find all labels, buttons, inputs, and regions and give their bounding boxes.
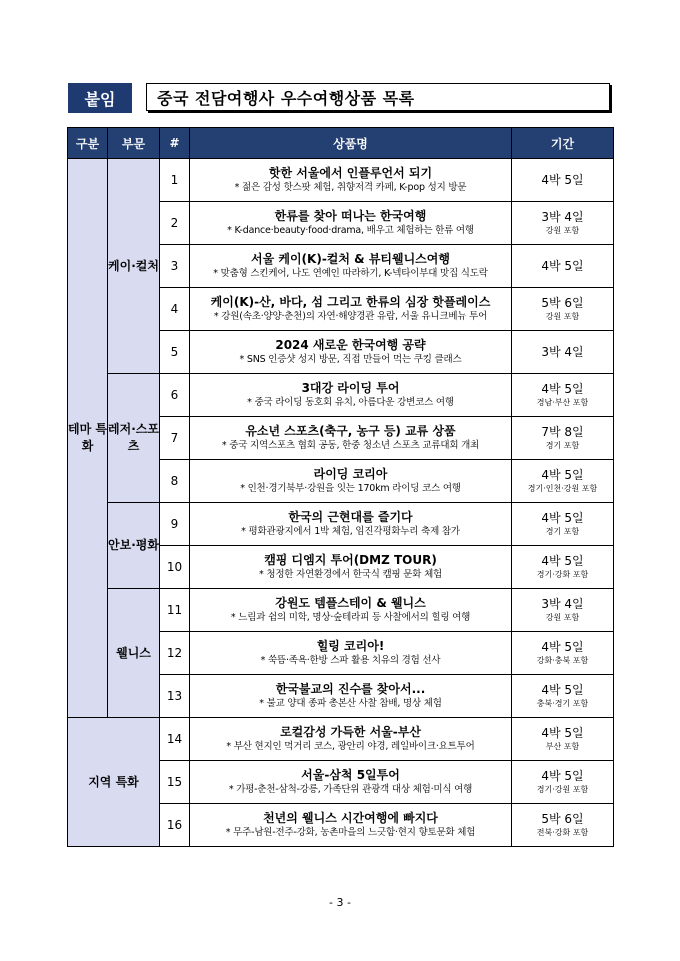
table-row [68,718,614,761]
duration: 3박 4일 [541,210,584,224]
product-name: 케이(K)-산, 바다, 섬 그리고 한류의 심장 핫플레이스 [210,295,491,309]
period-cell [512,546,614,589]
region-note: 전북·강화 포함 [536,828,589,837]
product-description: * 강원(속초·양양·춘천)의 자연·해양경관 유람, 서울 유니크베뉴 투어 [213,311,488,322]
period-cell [512,503,614,546]
product-description: * 무주-남원-전주-강화, 농촌마을의 느긋함·현지 향토문화 체험 [225,827,476,838]
header-number: # [160,128,190,159]
table-header-row [68,128,614,159]
section-leisure: 레저·스포츠 [108,374,160,503]
product-name: 강원도 템플스테이 & 웰니스 [275,596,426,610]
product-name: 한국불교의 진수를 찾아서... [275,682,426,696]
row-number: 2 [160,202,190,245]
product-cell [190,331,512,374]
product-name: 2024 새로운 한국여행 공략 [275,338,426,352]
header-product: 상품명 [190,128,512,159]
document-title: 중국 전담여행사 우수여행상품 목록 [146,83,610,111]
category-region: 지역 특화 [68,718,160,847]
product-name: 서울 케이(K)-컬처 & 뷰티웰니스여행 [251,252,450,266]
period-cell [512,804,614,847]
section-security: 안보·평화 [108,503,160,589]
product-cell [190,761,512,804]
header-category: 구분 [68,128,108,159]
duration: 4박 5일 [541,640,584,654]
region-note: 강화·충북 포함 [536,656,589,665]
table-body [68,159,614,847]
period-cell [512,718,614,761]
row-number: 4 [160,288,190,331]
product-name: 힐링 코리아! [316,639,385,653]
period-cell [512,675,614,718]
row-number: 13 [160,675,190,718]
product-cell [190,245,512,288]
period-cell [512,417,614,460]
duration: 5박 6일 [541,812,584,826]
product-description: * 중국 지역스포츠 협회 공동, 한중 청소년 스포츠 교류대회 개최 [221,440,480,451]
duration: 4박 5일 [541,259,584,273]
header-period: 기간 [512,128,614,159]
product-name: 한류를 찾아 떠나는 한국여행 [274,209,427,223]
product-cell [190,374,512,417]
row-number: 1 [160,159,190,202]
duration: 4박 5일 [541,511,584,525]
product-cell [190,503,512,546]
product-name: 로컬감성 가득한 서울-부산 [280,725,421,739]
row-number: 14 [160,718,190,761]
row-number: 6 [160,374,190,417]
period-cell [512,589,614,632]
page-number: - 3 - [329,896,351,909]
product-name: 3대강 라이딩 투어 [301,381,400,395]
period-cell [512,374,614,417]
table-row [68,159,614,202]
product-description: * 평화관광지에서 1박 체험, 임진각평화누리 축제 참가 [241,526,460,537]
region-note: 강원 포함 [545,613,580,622]
duration: 4박 5일 [541,173,584,187]
product-description: * 중국 라이딩 동호회 유치, 아름다운 강변코스 여행 [247,397,454,408]
attachment-badge: 붙임 [68,83,132,113]
region-note: 경기 포함 [545,527,580,536]
product-description: * 부산 현지인 먹거리 코스, 광안리 야경, 레일바이크·요트투어 [226,741,475,752]
period-cell [512,331,614,374]
region-note: 강원 포함 [545,312,580,321]
product-name: 유소년 스포츠(축구, 농구 등) 교류 상품 [245,424,456,438]
period-cell [512,632,614,675]
period-cell [512,460,614,503]
header-section: 부문 [108,128,160,159]
duration: 7박 8일 [541,425,584,439]
product-cell [190,159,512,202]
product-cell [190,675,512,718]
product-description: * K-dance·beauty·food·drama, 배우고 체험하는 한류 여행 [227,225,474,236]
section-wellness: 웰니스 [108,589,160,718]
product-name: 한국의 근현대를 즐기다 [288,510,413,524]
section-kculture: 케이·컬처 [108,159,160,374]
row-number: 3 [160,245,190,288]
duration: 4박 5일 [541,382,584,396]
region-note: 경기·강화 포함 [536,570,589,579]
duration: 3박 4일 [541,597,584,611]
product-cell [190,804,512,847]
product-name: 캠핑 디엠지 투어(DMZ TOUR) [264,553,437,567]
row-number: 15 [160,761,190,804]
region-note: 경남·부산 포함 [536,398,589,407]
region-note: 부산 포함 [545,742,580,751]
product-description: * 가평-춘천-삼척-강릉, 가족단위 관광객 대상 체험·미식 여행 [228,784,473,795]
product-name: 핫한 서울에서 인플루언서 되기 [268,166,433,180]
product-cell [190,288,512,331]
product-cell [190,417,512,460]
row-number: 8 [160,460,190,503]
period-cell [512,288,614,331]
row-number: 16 [160,804,190,847]
product-description: * 쑥뜸·족욕·한방 스파 활용 치유의 경험 선사 [260,655,441,666]
row-number: 10 [160,546,190,589]
product-description: * 불교 양대 종파 총본산 사찰 참배, 명상 체험 [259,698,442,709]
duration: 4박 5일 [541,726,584,740]
product-cell [190,460,512,503]
period-cell [512,245,614,288]
product-cell [190,202,512,245]
table-row [68,374,614,417]
row-number: 12 [160,632,190,675]
product-table [67,127,614,847]
period-cell [512,761,614,804]
duration: 4박 5일 [541,554,584,568]
row-number: 11 [160,589,190,632]
region-note: 강원 포함 [545,226,580,235]
table-row [68,503,614,546]
header [68,83,610,113]
duration: 3박 4일 [541,345,584,359]
duration: 4박 5일 [541,468,584,482]
product-description: * 느림과 쉼의 미학, 명상·숲테라피 등 사찰에서의 힐링 여행 [230,612,471,623]
table-row [68,589,614,632]
period-cell [512,159,614,202]
product-description: * 청정한 자연환경에서 한국식 캠핑 문화 체험 [258,569,443,580]
product-description: * 젊은 감성 핫스팟 체험, 취향저격 카페, K-pop 성지 방문 [234,182,467,193]
category-theme: 테마 특화 [68,159,108,718]
product-description: * 맞춤형 스킨케어, 나도 연예인 따라하기, K-넥타이부대 맛집 식도락 [213,268,488,279]
product-cell [190,546,512,589]
product-name: 천년의 웰니스 시간여행에 빠지다 [263,811,438,825]
product-cell [190,718,512,761]
product-cell [190,632,512,675]
duration: 5박 6일 [541,296,584,310]
region-note: 충북·경기 포함 [536,699,589,708]
region-note: 경기·강원 포함 [536,785,589,794]
region-note: 경기 포함 [545,441,580,450]
row-number: 7 [160,417,190,460]
product-name: 라이딩 코리아 [313,467,388,481]
product-cell [190,589,512,632]
region-note: 경기·인천·강원 포함 [527,484,598,493]
row-number: 9 [160,503,190,546]
duration: 4박 5일 [541,683,584,697]
product-description: * SNS 인증샷 성지 방문, 직접 만들어 먹는 쿠킹 클래스 [239,354,462,365]
duration: 4박 5일 [541,769,584,783]
row-number: 5 [160,331,190,374]
product-name: 서울-삼척 5일투어 [301,768,400,782]
period-cell [512,202,614,245]
product-description: * 인천·경기북부·강원을 잇는 170km 라이딩 코스 여행 [240,483,461,494]
